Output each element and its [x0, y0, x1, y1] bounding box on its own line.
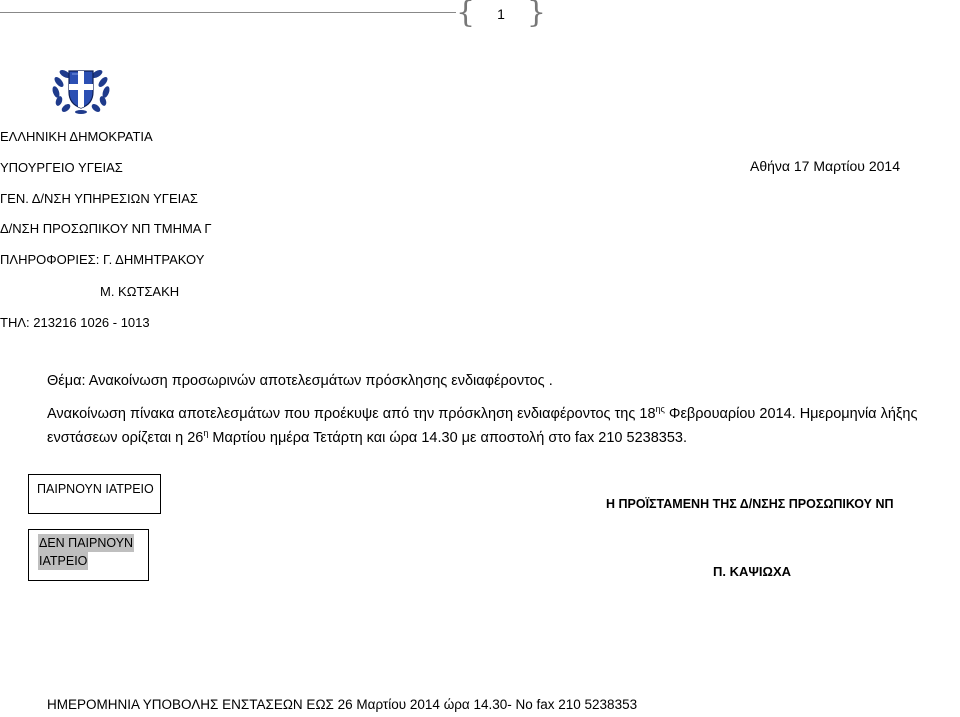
letterhead-line-information: ΠΛΗΡΟΦΟΡΙΕΣ: Γ. ΔΗΜΗΤΡΑΚΟΥ: [0, 252, 205, 267]
page-number-box: [456, 0, 546, 30]
box-not-receiving-clinic-label-1: ΔΕΝ ΠΑΙΡΝΟΥΝ: [39, 536, 134, 550]
box-not-receiving-clinic: [28, 529, 149, 581]
body-line-2-superscript: η: [203, 428, 209, 439]
letterhead-line-republic: ΕΛΛΗΝΙΚΗ ΔΗΜΟΚΡΑΤΙΑ: [0, 129, 153, 144]
box-not-receiving-clinic-label-2: ΙΑΤΡΕΙΟ: [39, 554, 88, 568]
left-brace-icon: {: [456, 0, 476, 30]
subject-line: Θέμα: Ανακοίνωση προσωρινών αποτελεσμάτων πρόσκλησης ενδιαφέροντος .: [47, 373, 553, 389]
letterhead-line-directorate: ΓΕΝ. Δ/ΝΣΗ ΥΠΗΡΕΣΙΩΝ ΥΓΕΙΑΣ: [0, 191, 198, 206]
letterhead-line-phone: ΤΗΛ: 213216 1026 - 1013: [0, 315, 150, 330]
greek-coat-of-arms-icon: [50, 62, 112, 114]
body-line-1: [47, 406, 917, 422]
letterhead-line-ministry: ΥΠΟΥΡΓΕΙΟ ΥΓΕΙΑΣ: [0, 160, 123, 175]
signature-title: Η ΠΡΟΪΣΤΑΜΕΝΗ ΤΗΣ Δ/ΝΣΗΣ ΠΡΟΣΩΠΙΚΟΥ ΝΠ: [606, 497, 894, 511]
body-line-1-text-b: Φεβρουαρίου 2014. Ημερομηνία λήξης: [664, 406, 918, 422]
letterhead-line-department: Δ/ΝΣΗ ΠΡΟΣΩΠΙΚΟΥ ΝΠ ΤΜΗΜΑ Γ: [0, 221, 212, 236]
header-rule: [0, 12, 456, 13]
letterhead-line-contact-name: Μ. ΚΩΤΣΑΚΗ: [100, 284, 180, 299]
body-line-2-text-a: ενστάσεων ορίζεται η 26: [47, 430, 204, 446]
document-date: Αθήνα 17 Μαρτίου 2014: [750, 158, 900, 174]
body-line-2: [47, 430, 687, 446]
box-receiving-clinic-label: ΠΑΙΡΝΟΥΝ ΙΑΤΡΕΙΟ: [37, 482, 154, 496]
body-line-1-text-a: Ανακοίνωση πίνακα αποτελεσμάτων που προέκυψε από την πρόσκληση ενδιαφέροντος της 18: [47, 406, 656, 422]
box-receiving-clinic: [28, 474, 161, 514]
body-line-1-superscript: ης: [655, 404, 665, 415]
footer-submission-deadline: ΗΜΕΡΟΜΗΝΙΑ ΥΠΟΒΟΛΗΣ ΕΝΣΤΑΣΕΩΝ ΕΩΣ 26 Μαρτίου 2014 ώρα 14.30- Νο fax 210 5238353: [47, 697, 638, 712]
right-brace-icon: }: [526, 0, 546, 30]
body-line-2-text-b: Μαρτίου ημέρα Τετάρτη και ώρα 14.30 με αποστολή στο fax 210 5238353.: [208, 430, 687, 446]
signature-name: Π. ΚΑΨΙΩΧΑ: [713, 564, 791, 579]
page-number: 1: [497, 6, 505, 22]
